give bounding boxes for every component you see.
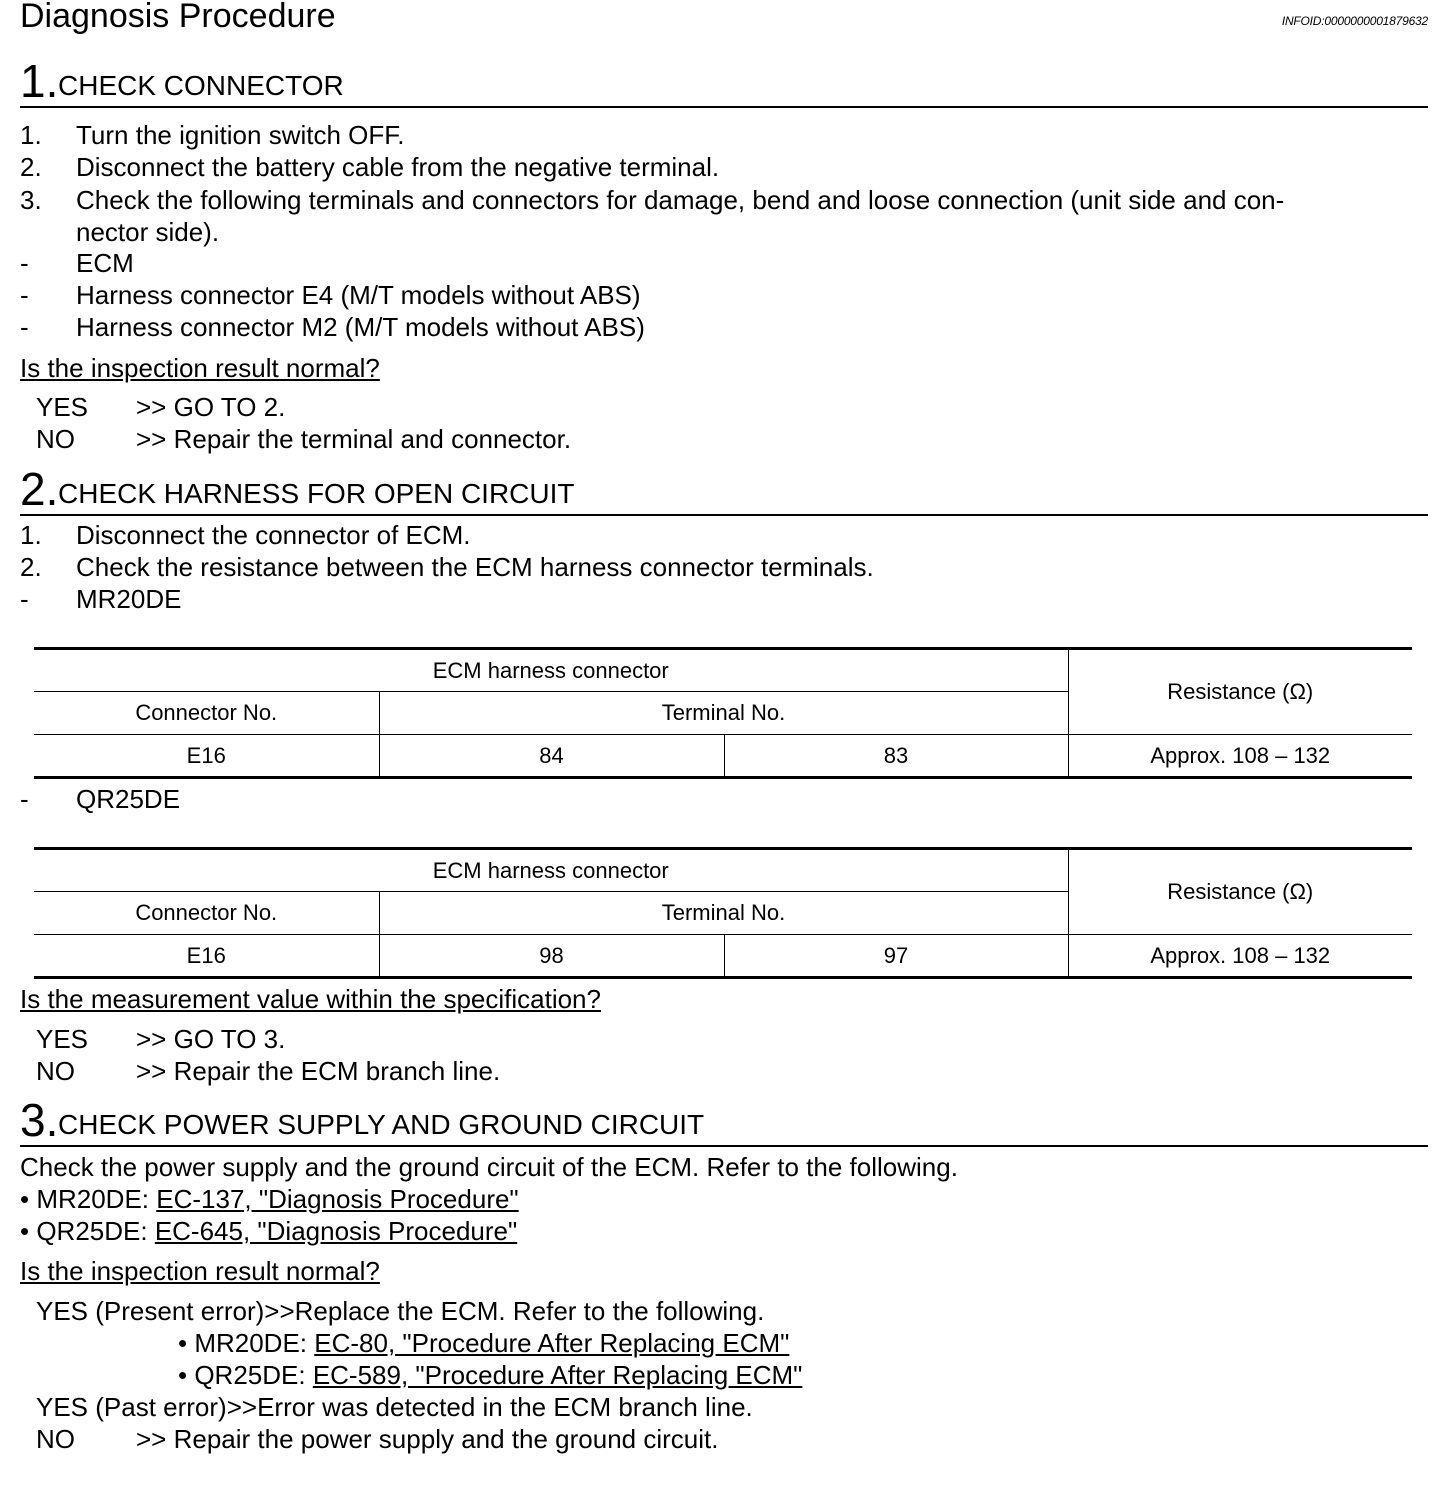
step-3-intro: Check the power supply and the ground circuit of the ECM. Refer to the following. (20, 1152, 958, 1182)
table-header-terminal: Terminal No. (379, 892, 1068, 935)
item-marker: 1. (20, 120, 42, 150)
item-text: Check the resistance between the ECM harness connector terminals. (76, 552, 874, 582)
item-text: Harness connector M2 (M/T models without ABS) (76, 312, 645, 342)
step-1-title: CHECK CONNECTOR (58, 70, 344, 101)
table-group-header: ECM harness connector (34, 649, 1068, 692)
step-3-replace-ref-mr20de (178, 1327, 789, 1359)
step-3-ref-qr25de (20, 1215, 517, 1247)
item-marker: 3. (20, 185, 42, 215)
step-1-header (20, 55, 1428, 108)
answer-text: >> Repair the power supply and the ground circuit. (136, 1424, 719, 1454)
table-header-resistance: Resistance (Ω) (1068, 849, 1412, 935)
ref-prefix: • QR25DE: (20, 1216, 155, 1246)
step-1-question: Is the inspection result normal? (20, 353, 380, 383)
item-text: Check the following terminals and connectors for damage, bend and loose connection (unit side and con- (76, 185, 1285, 215)
answer-text: >> GO TO 2. (136, 392, 286, 422)
ref-prefix: • QR25DE: (178, 1360, 313, 1390)
item-text: Turn the ignition switch OFF. (76, 120, 405, 150)
answer-key: NO (36, 424, 75, 454)
ref-link-ec-589[interactable]: EC-589, "Procedure After Replacing ECM" (312, 1360, 803, 1390)
table-header-terminal: Terminal No. (379, 692, 1068, 735)
item-marker: 1. (20, 520, 42, 550)
table-cell-resistance: Approx. 108 – 132 (1068, 935, 1412, 978)
answer-text: >> GO TO 3. (136, 1024, 286, 1054)
item-marker: - (20, 280, 29, 310)
page-title: Diagnosis Procedure (20, 0, 336, 35)
table-group-header: ECM harness connector (34, 849, 1068, 892)
table-cell-resistance: Approx. 108 – 132 (1068, 735, 1412, 778)
table-cell-connector: E16 (34, 735, 379, 778)
table-cell-terminal-b: 83 (724, 735, 1068, 778)
step-3-ref-mr20de (20, 1183, 519, 1215)
answer-key: NO (36, 1056, 75, 1086)
item-text: ECM (76, 248, 134, 278)
table-cell-connector: E16 (34, 935, 379, 978)
item-marker: - (20, 584, 29, 614)
ref-prefix: • MR20DE: (20, 1184, 157, 1214)
step-2-title: CHECK HARNESS FOR OPEN CIRCUIT (58, 478, 575, 509)
step-2-number: 2. (20, 463, 59, 515)
table-cell-terminal-a: 98 (379, 935, 724, 978)
answer-key: YES (36, 392, 89, 422)
table-header-connector: Connector No. (34, 892, 379, 935)
step-3-answer-yes-present: YES (Present error)>>Replace the ECM. Refer to the following. (36, 1296, 765, 1326)
step-3-title: CHECK POWER SUPPLY AND GROUND CIRCUIT (58, 1109, 705, 1140)
item-marker: - (20, 312, 29, 342)
item-marker: 2. (20, 152, 42, 182)
item-text: MR20DE (76, 584, 182, 614)
table-header-connector: Connector No. (34, 692, 379, 735)
step-3-question: Is the inspection result normal? (20, 1256, 380, 1286)
step-1-number: 1. (20, 55, 59, 107)
step-2-question: Is the measurement value within the specification? (20, 984, 601, 1014)
item-text: nector side). (76, 217, 220, 247)
answer-key: YES (36, 1024, 89, 1054)
step-3-replace-ref-qr25de (178, 1359, 802, 1391)
item-text: Harness connector E4 (M/T models without ABS) (76, 280, 641, 310)
step-3-header (20, 1094, 1428, 1147)
ref-link-ec-645[interactable]: EC-645, "Diagnosis Procedure" (154, 1216, 518, 1246)
table-cell-terminal-b: 97 (724, 935, 1068, 978)
ref-prefix: • MR20DE: (178, 1328, 315, 1358)
item-text: Disconnect the connector of ECM. (76, 520, 471, 550)
resistance-table-qr25de (34, 847, 1412, 979)
table-cell-terminal-a: 84 (379, 735, 724, 778)
info-id: INFOID:0000000001879632 (1281, 14, 1428, 28)
resistance-table-mr20de (34, 647, 1412, 779)
item-text: QR25DE (76, 784, 181, 814)
ref-link-ec-137[interactable]: EC-137, "Diagnosis Procedure" (156, 1184, 519, 1214)
ref-link-ec-80[interactable]: EC-80, "Procedure After Replacing ECM" (314, 1328, 790, 1358)
step-2-header (20, 463, 1428, 516)
answer-text: >> Repair the ECM branch line. (136, 1056, 501, 1086)
item-marker: 2. (20, 552, 42, 582)
table-header-resistance: Resistance (Ω) (1068, 649, 1412, 735)
item-marker: - (20, 248, 29, 278)
step-3-answer-yes-past: YES (Past error)>>Error was detected in the ECM branch line. (36, 1392, 753, 1422)
answer-text: >> Repair the terminal and connector. (136, 424, 572, 454)
item-marker: - (20, 784, 29, 814)
step-3-number: 3. (20, 1094, 59, 1146)
answer-key: NO (36, 1424, 75, 1454)
item-text: Disconnect the battery cable from the negative terminal. (76, 152, 720, 182)
